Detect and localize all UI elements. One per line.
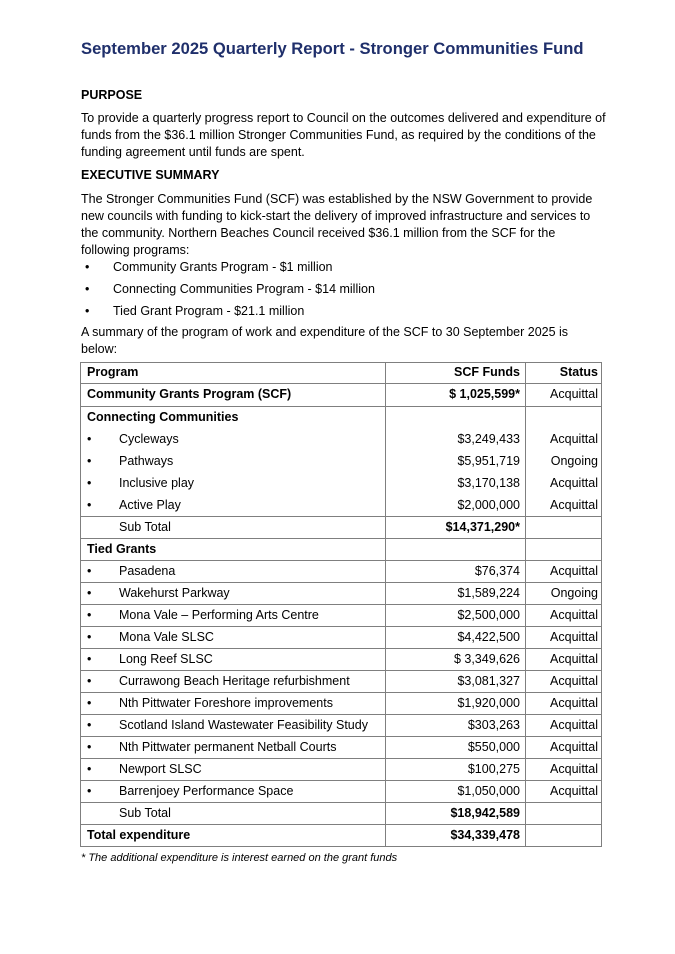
table-row [81, 693, 602, 715]
total-label: Total expenditure [81, 825, 386, 847]
bullet-icon: • [87, 740, 92, 754]
table-row [81, 715, 602, 737]
subtotal-row [81, 803, 602, 825]
program-funds: $ 1,025,599* [386, 384, 526, 407]
list-item: • Tied Grant Program - $21.1 million [85, 304, 305, 318]
item-status: Acquittal [526, 495, 602, 517]
table-row [81, 671, 602, 693]
subtotal-label: Sub Total [119, 520, 171, 534]
header-status: Status [526, 363, 602, 384]
bullet-icon: • [87, 696, 92, 710]
bullet-icon: • [87, 762, 92, 776]
item-status: Acquittal [526, 671, 602, 693]
section-label: Tied Grants [81, 539, 386, 561]
header-funds: SCF Funds [386, 363, 526, 384]
item-status: Acquittal [526, 561, 602, 583]
table-row [81, 605, 602, 627]
section-row-connecting-communities [81, 407, 602, 429]
item-status: Acquittal [526, 429, 602, 451]
item-funds: $550,000 [386, 737, 526, 759]
executive-summary-heading: EXECUTIVE SUMMARY [81, 168, 220, 182]
total-value: $34,339,478 [386, 825, 526, 847]
item-name: • Barrenjoey Performance Space [87, 781, 381, 801]
bullet-icon: • [87, 431, 92, 446]
header-program: Program [81, 363, 386, 384]
table-row-community-grants [81, 384, 602, 407]
table-row [81, 429, 602, 451]
item-name: • Nth Pittwater Foreshore improvements [87, 693, 381, 713]
item-name: • Pasadena [87, 561, 381, 581]
item-status: Acquittal [526, 649, 602, 671]
program-name: Community Grants Program (SCF) [81, 384, 386, 407]
subtotal-label: Sub Total [119, 806, 171, 820]
item-name: • Pathways [87, 451, 381, 471]
item-status: Ongoing [526, 451, 602, 473]
summary-text: A summary of the program of work and expenditure of the SCF to 30 September 2025 is below: [81, 325, 569, 356]
bullet-icon: • [85, 260, 90, 274]
item-funds: $303,263 [386, 715, 526, 737]
bullet-icon: • [87, 784, 92, 798]
item-funds: $1,589,224 [386, 583, 526, 605]
item-status: Acquittal [526, 605, 602, 627]
bullet-icon: • [85, 304, 90, 318]
table-row [81, 737, 602, 759]
item-funds: $76,374 [386, 561, 526, 583]
item-name: • Mona Vale – Performing Arts Centre [87, 605, 381, 625]
item-status: Acquittal [526, 759, 602, 781]
table-row [81, 495, 602, 517]
item-status: Ongoing [526, 583, 602, 605]
table-row [81, 561, 602, 583]
item-name: • Mona Vale SLSC [87, 627, 381, 647]
table-row [81, 649, 602, 671]
scf-expenditure-table [80, 362, 602, 847]
item-name: • Active Play [87, 495, 381, 515]
section-row-tied-grants [81, 539, 602, 561]
subtotal-value: $14,371,290* [386, 517, 526, 539]
item-funds: $2,500,000 [386, 605, 526, 627]
item-status: Acquittal [526, 737, 602, 759]
item-name: • Currawong Beach Heritage refurbishment [87, 671, 381, 691]
item-funds: $ 3,349,626 [386, 649, 526, 671]
item-funds: $100,275 [386, 759, 526, 781]
table-row [81, 473, 602, 495]
item-funds: $2,000,000 [386, 495, 526, 517]
list-item: • Community Grants Program - $1 million [85, 260, 333, 274]
item-funds: $1,920,000 [386, 693, 526, 715]
program-status: Acquittal [526, 384, 602, 407]
table-row [81, 451, 602, 473]
purpose-heading: PURPOSE [81, 88, 143, 102]
section-label: Connecting Communities [81, 407, 386, 429]
bullet-icon: • [87, 453, 92, 468]
bullet-icon: • [87, 718, 92, 732]
item-name: • Inclusive play [87, 473, 381, 493]
item-funds: $3,170,138 [386, 473, 526, 495]
table-row [81, 781, 602, 803]
item-name: • Nth Pittwater permanent Netball Courts [87, 737, 381, 757]
item-status: Acquittal [526, 781, 602, 803]
footnote: * The additional expenditure is interest earned on the grant funds [81, 852, 398, 864]
bullet-icon: • [87, 586, 92, 600]
list-item: • Connecting Communities Program - $14 million [85, 282, 375, 296]
table-row [81, 759, 602, 781]
item-name: • Wakehurst Parkway [87, 583, 381, 603]
bullet-icon: • [87, 497, 92, 512]
item-funds: $1,050,000 [386, 781, 526, 803]
bullet-icon: • [87, 564, 92, 578]
bullet-icon: • [87, 630, 92, 644]
subtotal-row [81, 517, 602, 539]
item-name: • Newport SLSC [87, 759, 381, 779]
item-name: • Scotland Island Wastewater Feasibility Study [87, 715, 381, 735]
item-funds: $4,422,500 [386, 627, 526, 649]
bullet-icon: • [87, 674, 92, 688]
bullet-icon: • [85, 282, 90, 296]
table-row [81, 583, 602, 605]
item-funds: $3,081,327 [386, 671, 526, 693]
purpose-text: To provide a quarterly progress report to Council on the outcomes delivered and expenditure of funds from the $36.1 million Stronger Communities Fund, as required by the conditions of the funding agreement until funds are spent. [81, 111, 606, 159]
item-status: Acquittal [526, 693, 602, 715]
item-status: Acquittal [526, 627, 602, 649]
bullet-icon: • [87, 475, 92, 490]
item-name: • Long Reef SLSC [87, 649, 381, 669]
program-list [81, 259, 375, 325]
page-title: September 2025 Quarterly Report - Stronger Communities Fund [81, 39, 584, 58]
item-funds: $3,249,433 [386, 429, 526, 451]
subtotal-value: $18,942,589 [386, 803, 526, 825]
total-row [81, 825, 602, 847]
item-status: Acquittal [526, 715, 602, 737]
item-name: • Cycleways [87, 429, 381, 449]
item-funds: $5,951,719 [386, 451, 526, 473]
executive-summary-text: The Stronger Communities Fund (SCF) was established by the NSW Government to provide new councils with funding to kick-start the delivery of improved infrastructure and services to the community. Northern Beaches Council received $36.1 million from the SCF for the following programs: [81, 192, 593, 257]
table-header-row [81, 363, 602, 384]
bullet-icon: • [87, 652, 92, 666]
table-row [81, 627, 602, 649]
bullet-icon: • [87, 608, 92, 622]
item-status: Acquittal [526, 473, 602, 495]
